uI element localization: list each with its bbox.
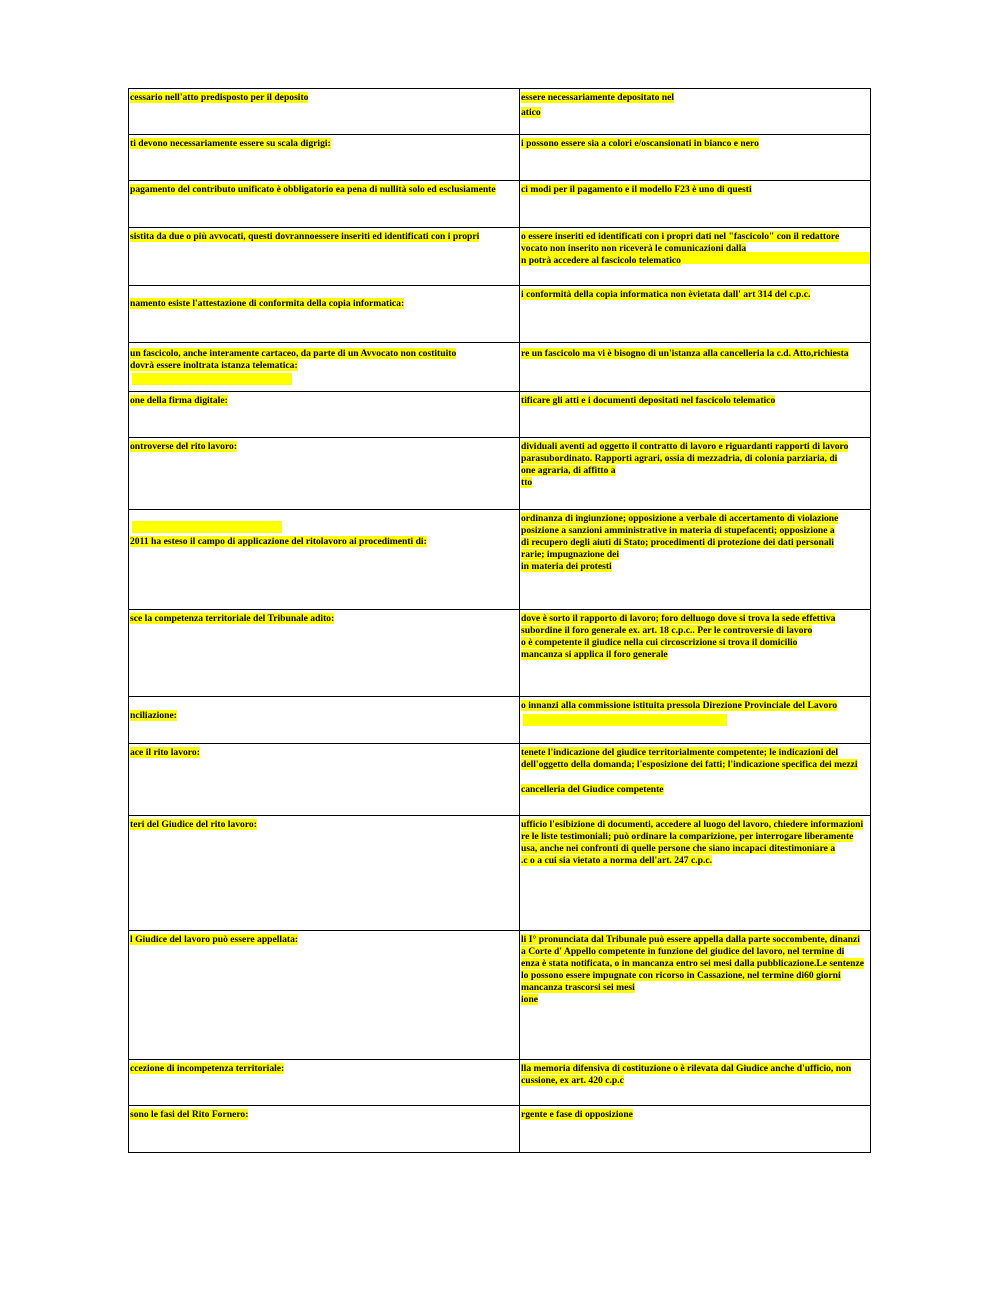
cell-text-line <box>521 994 538 1006</box>
cell-text-line <box>521 289 810 301</box>
cell-text-line <box>521 453 837 465</box>
question-cell <box>129 181 519 227</box>
question-cell <box>129 286 519 342</box>
cell-text-line <box>130 747 200 759</box>
table-row <box>129 392 870 438</box>
cell-text-line <box>521 231 839 243</box>
highlighted-text: ace il rito lavoro: <box>130 747 200 758</box>
table-row <box>129 286 870 343</box>
highlighted-text: ccezione di incompetenza territoriale: <box>130 1063 285 1074</box>
highlighted-text: mancanza si applica il foro generale <box>521 649 668 660</box>
cell-text-line <box>130 441 237 453</box>
cell-text-line <box>521 1109 633 1121</box>
highlighted-text: posizione a sanzioni amministrative in materia di stupefacenti; opposizione a <box>521 525 835 536</box>
cell-text-line <box>521 934 860 946</box>
highlighted-text: nciliazione: <box>130 710 177 721</box>
highlighted-text: a Corte d' Appello competente in funzione del giudice del lavoro, nel termine di <box>521 946 845 957</box>
cell-text-line <box>521 982 635 994</box>
table-row <box>129 610 870 697</box>
question-cell <box>129 135 519 180</box>
cell-text-line <box>130 819 257 831</box>
spreadsheet-table <box>128 88 871 1153</box>
highlighted-text: tenete l'indicazione del giudice territorialmente competente; le indicazioni del <box>521 747 839 758</box>
highlighted-text: o innanzi alla commissione istituita pressola Direzione Provinciale del Lavoro <box>521 700 838 711</box>
highlighted-text: ordinanza di ingiunzione; opposizione a verbale di accertamento di violazione <box>521 513 839 524</box>
cell-text-line <box>521 477 532 489</box>
table-row <box>129 1060 870 1106</box>
highlighted-text: i possono essere sia a colori e/oscansionati in bianco e nero <box>521 138 759 149</box>
cell-text-line <box>130 92 308 104</box>
cell-text-line <box>521 831 853 843</box>
cell-text-line <box>130 395 228 407</box>
highlighted-text: di recupero degli aiuti di Stato; procedimenti di protezione dei dati personali <box>521 537 834 548</box>
cell-text-line <box>521 855 712 867</box>
cell-text-line <box>521 513 838 525</box>
answer-cell <box>519 510 870 609</box>
highlighted-text: un fascicolo, anche interamente cartaceo, da parte di un Avvocato non costituito <box>130 348 457 359</box>
table-row <box>129 816 870 931</box>
highlighted-text: parasubordinato. Rapporti agrari, ossia di mezzadria, di colonia parziaria, di <box>521 453 838 464</box>
highlighted-text: lla memoria difensiva di costituzione o è rilevata dal Giudice anche d'ufficio, non <box>521 1063 852 1074</box>
cell-text-line <box>521 946 844 958</box>
highlighted-text: 2011 ha esteso il campo di applicazione del ritolavoro ai procedimenti di: <box>130 536 427 547</box>
cell-text-line <box>521 819 863 831</box>
highlighted-text: namento esiste l'attestazione di conformita della copia informatica: <box>130 298 405 309</box>
cell-text-line <box>521 525 835 537</box>
answer-cell <box>519 744 870 815</box>
highlighted-text: i conformità della copia informatica non èvietata dall' art 314 del c.p.c. <box>521 289 811 300</box>
highlighted-text: one della firma digitale: <box>130 395 228 406</box>
question-cell <box>129 744 519 815</box>
cell-text-line <box>521 613 835 625</box>
highlighted-text: ione <box>521 994 539 1005</box>
cell-text-line <box>521 184 752 196</box>
cell-text-line <box>130 934 298 946</box>
highlighted-text: ti devono necessariamente essere su scala digrigi: <box>130 138 331 149</box>
answer-cell <box>519 1060 870 1105</box>
highlighted-text: tificare gli atti e i documenti depositati nel fascicolo telematico <box>521 395 776 406</box>
highlighted-text: atico <box>521 107 541 118</box>
highlighted-text: dividuali aventi ad oggetto il contratto di lavoro e riguardanti rapporti di lavoro <box>521 441 849 452</box>
table-row <box>129 228 870 286</box>
answer-cell <box>519 697 870 743</box>
answer-cell <box>519 343 870 391</box>
table-row <box>129 1106 870 1153</box>
highlighted-text: ufficio l'esibizione di documenti, accedere al luogo del lavoro, chiedere informazioni <box>521 819 864 830</box>
cell-text-line <box>130 184 496 196</box>
cell-text-line <box>521 465 616 477</box>
question-cell <box>129 697 519 743</box>
cell-text-line <box>521 747 838 759</box>
table-row <box>129 438 870 510</box>
cell-text-line <box>521 395 775 407</box>
highlighted-text: rgente e fase di opposizione <box>521 1109 633 1120</box>
highlighted-text: .c o a cui sia vietato a norma dell'art. 247 c.p.c. <box>521 855 713 866</box>
highlighted-text: dovrà essere inoltrata istanza telematica: <box>130 360 298 371</box>
answer-cell <box>519 931 870 1059</box>
answer-cell <box>519 286 870 342</box>
question-cell <box>129 610 519 696</box>
highlighted-text: in materia dei protesti <box>521 561 612 572</box>
cell-text-line <box>521 958 864 970</box>
highlighted-text: ci modi per il pagamento e il modello F23 è uno di questi <box>521 184 752 195</box>
cell-text-line <box>521 348 849 360</box>
highlighted-text: sistita da due o più avvocati, questi dovrannoessere inseriti ed identificati con i propri <box>130 231 480 242</box>
question-cell <box>129 392 519 437</box>
answer-cell <box>519 89 870 134</box>
question-cell <box>129 1106 519 1153</box>
highlighted-text: cessario nell'atto predisposto per il deposito <box>130 92 309 103</box>
question-cell <box>129 89 519 134</box>
cell-text-line <box>130 613 334 625</box>
cell-text-line <box>521 625 812 637</box>
highlighted-text: sono le fasi del Rito Fornero: <box>130 1109 249 1120</box>
highlighted-text: sce la competenza territoriale del Tribunale adito: <box>130 613 335 624</box>
table-row <box>129 89 870 135</box>
highlighted-text: usa, anche nei confronti di quelle persone che siano incapaci ditestimoniare a <box>521 843 836 854</box>
table-row <box>129 181 870 228</box>
cell-text-line <box>521 107 541 119</box>
highlighted-text: pagamento del contributo unificato è obbligatorio ea pena di nullità solo ed esclusiamente <box>130 184 496 195</box>
table-row <box>129 135 870 181</box>
highlighted-text: o è competente il giudice nella cui circoscrizione si trova il domicilio <box>521 637 798 648</box>
cell-text-line <box>521 255 681 267</box>
table-row <box>129 744 870 816</box>
answer-cell <box>519 181 870 227</box>
highlighted-text: subordine il foro generale ex. art. 18 c.p.c.. Per le controversie di lavoro <box>521 625 813 636</box>
highlighted-text: teri del Giudice del rito lavoro: <box>130 819 257 830</box>
answer-cell <box>519 438 870 509</box>
cell-text-line <box>521 537 834 549</box>
cell-text-line <box>521 784 664 796</box>
answer-cell <box>519 392 870 437</box>
highlighted-text: vocato non inserito non riceverà le comunicazioni dalla <box>521 243 747 254</box>
highlighted-text: tto <box>521 477 533 488</box>
table-row <box>129 931 870 1060</box>
highlighted-text: rarie; impugnazione dei <box>521 549 620 560</box>
cell-text-line <box>130 1109 248 1121</box>
cell-text-line <box>521 138 759 150</box>
highlighted-text: n potrà accedere al fascicolo telematico <box>521 255 681 266</box>
highlight-bar <box>132 373 292 385</box>
highlighted-text: dove è sorto il rapporto di lavoro; foro delluogo dove si trova la sede effettiva <box>521 613 836 624</box>
cell-text-line <box>521 92 674 104</box>
highlighted-text: re le liste testimoniali; può ordinare la comparizione, per interrogare liberamente <box>521 831 854 842</box>
cell-text-line <box>130 360 298 372</box>
table-row <box>129 510 870 610</box>
answer-cell <box>519 816 870 930</box>
highlighted-text: ontroverse del rito lavoro: <box>130 441 238 452</box>
highlighted-text: cussione, ex art. 420 c.p.c <box>521 1075 624 1086</box>
question-cell <box>129 438 519 509</box>
question-cell <box>129 510 519 609</box>
highlighted-text: re un fascicolo ma vi è bisogno di un'istanza alla cancelleria la c.d. Atto,richiesta <box>521 348 849 359</box>
cell-text-line <box>521 649 668 661</box>
highlighted-text: l Giudice del lavoro può essere appellata: <box>130 934 299 945</box>
cell-text-line <box>130 138 331 150</box>
highlighted-text: cancelleria del Giudice competente <box>521 784 664 795</box>
cell-text-line <box>521 243 746 255</box>
cell-text-line <box>130 1063 284 1075</box>
cell-text-line <box>130 710 177 722</box>
cell-text-line <box>521 637 797 649</box>
highlighted-text: lo possono essere impugnate con ricorso in Cassazione, nel termine di60 giorni <box>521 970 841 981</box>
answer-cell <box>519 135 870 180</box>
cell-text-line <box>521 441 848 453</box>
highlighted-text: essere necessariamente depositato nel <box>521 92 675 103</box>
cell-text-line <box>521 561 612 573</box>
cell-text-line <box>521 700 837 712</box>
cell-text-line <box>521 1075 624 1087</box>
answer-cell <box>519 228 870 285</box>
highlighted-text: o essere inseriti ed identificati con i propri dati nel "fascicolo" con il redattore <box>521 231 840 242</box>
cell-text-line <box>521 843 835 855</box>
question-cell <box>129 343 519 391</box>
table-row <box>129 697 870 744</box>
table-row <box>129 343 870 392</box>
answer-cell <box>519 1106 870 1153</box>
cell-text-line <box>521 549 619 561</box>
cell-text-line <box>130 348 456 360</box>
cell-text-line <box>130 298 404 310</box>
cell-text-line <box>521 759 858 771</box>
question-cell <box>129 228 519 285</box>
highlight-bar <box>523 714 727 726</box>
highlighted-text: li I° pronunciata dal Tribunale può essere appella dalla parte soccombente, dinanzi <box>521 934 860 945</box>
highlighted-text: enza è stata notificata, o in mancanza entro sei mesi dalla pubblicazione.Le sentenze <box>521 958 865 969</box>
cell-text-line <box>130 536 427 548</box>
question-cell <box>129 931 519 1059</box>
highlighted-text: one agraria, di affitto a <box>521 465 616 476</box>
highlighted-text: mancanza trascorsi sei mesi <box>521 982 635 993</box>
question-cell <box>129 816 519 930</box>
cell-text-line <box>130 231 479 243</box>
highlighted-text: dell'oggetto della domanda; l'esposizione dei fatti; l'indicazione specifica dei mezzi <box>521 759 858 770</box>
cell-text-line <box>521 1063 851 1075</box>
answer-cell <box>519 610 870 696</box>
highlight-bar <box>132 521 282 533</box>
cell-text-line <box>521 970 841 982</box>
question-cell <box>129 1060 519 1105</box>
